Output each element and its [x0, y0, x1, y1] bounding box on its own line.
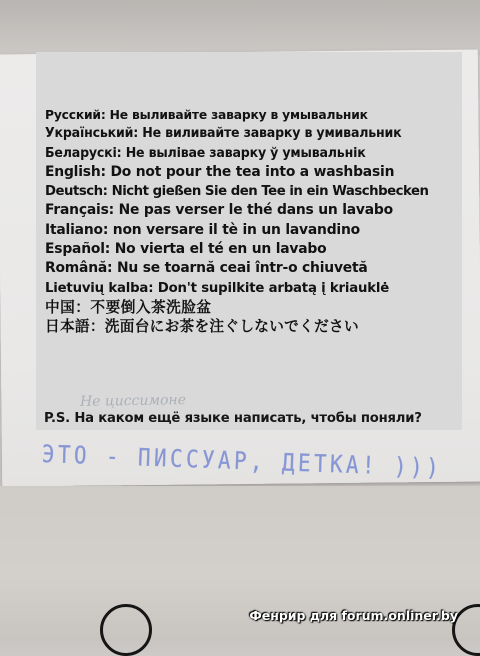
pencil-scribble: Не циссимоне — [79, 392, 187, 410]
notice-line-german: Deutsch: Nicht gießen Sie den Tee in ein Waschbecken — [45, 183, 429, 200]
notice-line-english: English: Do not pour the tea into a washbasin — [45, 163, 395, 180]
notice-line-spanish: Español: No vierta el té en un lavabo — [45, 241, 327, 258]
notice-line-ukrainian: Український: Не виливайте заварку в умивальник — [45, 126, 402, 142]
notice-line-romanian: Română: Nu se toarnă ceai într-o chiuvetă — [45, 260, 368, 277]
notice-line-lithuanian: Lietuvių kalba: Don't supilkite arbatą į kriauklė — [45, 279, 390, 296]
notice-line-japanese: 日本語：洗面台にお茶を注ぐしないでください — [45, 317, 359, 336]
notice-line-italian: Italiano: non versare il tè in un lavandino — [45, 221, 360, 238]
notice-line-chinese: 中国：不要倒入茶洗脸盆 — [45, 297, 212, 316]
notice-line-french: Français: Ne pas verser le thé dans un lavabo — [45, 202, 393, 219]
notice-text — [45, 105, 475, 337]
wall-top — [0, 0, 480, 55]
notice-line-russian: Русский: Не выливайте заварку в умывальник — [45, 107, 368, 122]
watermark: Фенрир для forum.onliner.by — [249, 608, 458, 623]
ring-left — [100, 604, 152, 656]
postscript: P.S. На каком ещё языке написать, чтобы поняли? — [44, 411, 422, 426]
handwritten-marker-note: ЭТО - ПИССУАР, ДЕТКА! ))) — [41, 440, 443, 482]
notice-line-belarusian: Беларускі: Не вылівае заварку ў умывальнік — [45, 145, 366, 161]
